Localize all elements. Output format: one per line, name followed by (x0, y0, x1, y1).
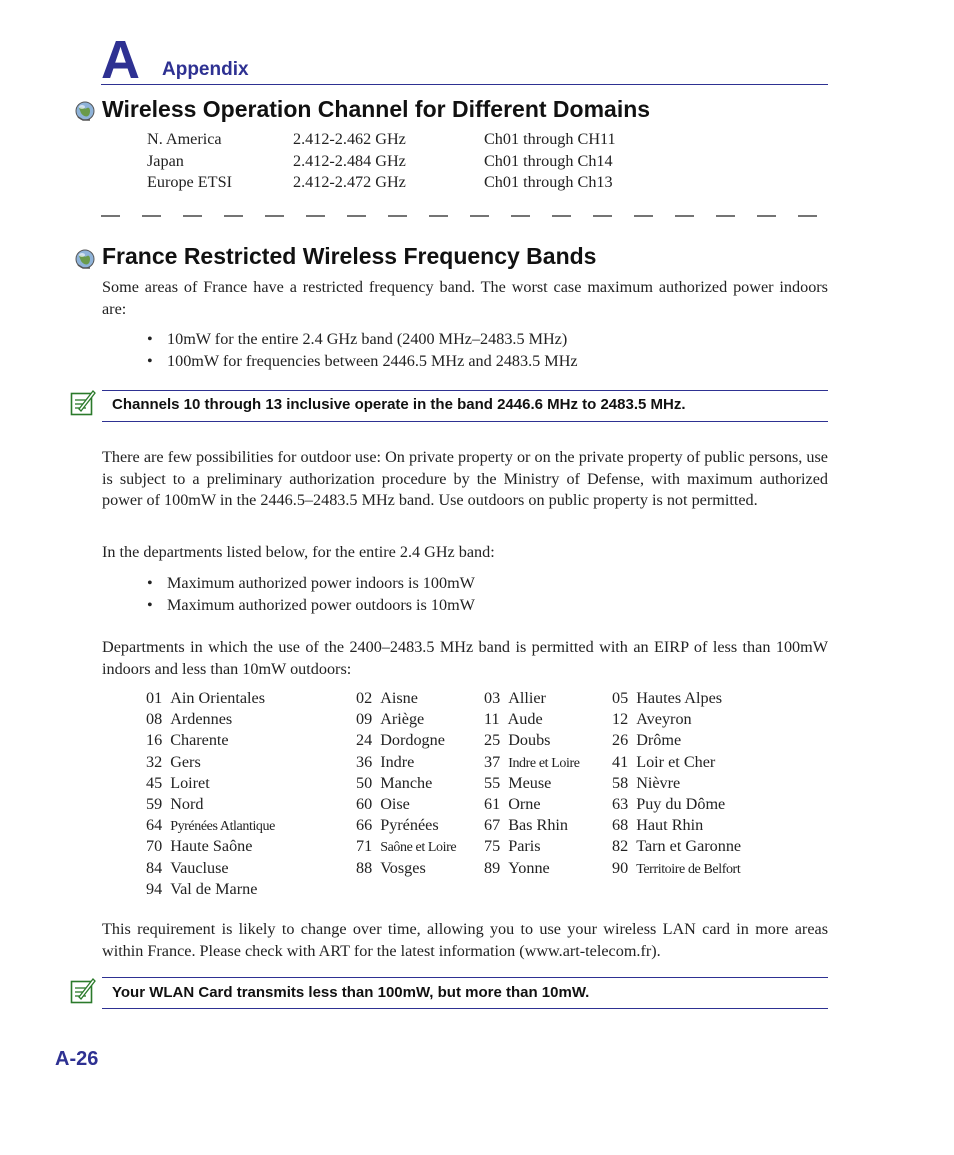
department-name: Vosges (380, 858, 426, 877)
department-cell (356, 774, 432, 793)
department-cell (146, 859, 229, 878)
department-cell (356, 689, 418, 708)
department-number: 24 (356, 731, 373, 750)
department-name: Meuse (508, 773, 552, 792)
department-name: Ain Orientales (170, 689, 266, 707)
department-cell (612, 774, 680, 793)
department-number: 11 (484, 710, 500, 729)
departments-table (146, 689, 828, 901)
department-cell (356, 731, 445, 750)
department-name: Pyrénées Atlantique (170, 819, 275, 835)
department-number: 45 (146, 773, 163, 792)
department-cell (146, 880, 257, 899)
department-cell (484, 816, 568, 835)
department-name: Haut Rhin (636, 816, 704, 835)
department-cell (612, 689, 722, 708)
department-name: Doubs (508, 731, 551, 750)
department-cell (146, 689, 265, 708)
globe-icon (74, 100, 96, 127)
department-cell (484, 795, 541, 814)
department-number: 64 (146, 816, 163, 835)
department-cell (146, 731, 229, 750)
frequency-cell: 2.412-2.462 GHz (293, 130, 406, 148)
note-icon (70, 389, 96, 422)
list-item: • 100mW for frequencies between 2446.5 MHz and 2483.5 MHz (147, 351, 578, 370)
department-number: 61 (484, 795, 501, 813)
department-number: 01 (146, 689, 163, 707)
department-cell (146, 795, 203, 814)
department-cell (484, 689, 546, 708)
department-cell (484, 753, 580, 772)
department-number: 37 (484, 752, 501, 771)
department-number: 12 (612, 710, 629, 729)
department-number: 09 (356, 710, 373, 729)
department-name: Aude (507, 710, 543, 729)
section-title-france: France Restricted Wireless Frequency Bands (102, 243, 597, 269)
department-name: Orne (508, 795, 541, 813)
note-icon (70, 977, 96, 1010)
department-number: 16 (146, 731, 163, 750)
department-name: Oise (380, 795, 410, 813)
department-name: Tarn et Garonne (636, 837, 742, 856)
department-number: 63 (612, 795, 629, 813)
department-cell (356, 795, 410, 814)
note-rule-bottom (102, 421, 828, 422)
page-number: A-26 (55, 1048, 99, 1070)
department-number: 41 (612, 752, 629, 771)
bullet-list (147, 329, 578, 372)
channel-cell: Ch01 through Ch13 (484, 173, 613, 191)
department-name: Val de Marne (170, 879, 258, 898)
department-cell (484, 859, 550, 878)
department-number: 88 (356, 858, 373, 877)
department-number: 90 (612, 858, 629, 877)
note-rule-top (102, 977, 828, 978)
department-cell (612, 816, 703, 835)
department-cell (612, 795, 725, 814)
section-label: Appendix (162, 59, 249, 80)
department-name: Charente (170, 731, 229, 750)
france-intro: Some areas of France have a restricted frequency band. The worst case maximum authorized power indoors are: (102, 278, 828, 318)
frequency-cell: 2.412-2.472 GHz (293, 173, 406, 191)
channel-cell: Ch01 through Ch14 (484, 151, 613, 170)
department-name: Hautes Alpes (636, 689, 723, 707)
department-cell (484, 774, 551, 793)
list-item: • 10mW for the entire 2.4 GHz band (2400 MHz–2483.5 MHz) (147, 330, 568, 348)
department-name: Paris (508, 837, 541, 856)
department-cell (356, 837, 456, 856)
department-cell (146, 753, 201, 772)
channel-cell: Ch01 through CH11 (484, 130, 616, 148)
department-number: 36 (356, 752, 373, 771)
department-number: 05 (612, 689, 629, 707)
department-name: Aveyron (636, 710, 692, 729)
department-cell (356, 753, 414, 772)
department-number: 89 (484, 858, 501, 877)
department-name: Nièvre (636, 773, 681, 792)
department-number: 70 (146, 837, 163, 856)
department-name: Dordogne (380, 731, 445, 750)
department-number: 68 (612, 816, 629, 835)
department-name: Vaucluse (170, 858, 229, 877)
note-rule-bottom (102, 1008, 828, 1009)
department-cell (612, 753, 715, 772)
department-name: Drôme (636, 731, 682, 750)
department-name: Bas Rhin (508, 816, 568, 835)
department-name: Territoire de Belfort (636, 861, 741, 877)
department-name: Allier (508, 689, 546, 707)
department-number: 55 (484, 773, 501, 792)
department-name: Haute Saône (170, 837, 253, 856)
department-name: Saône et Loire (380, 840, 457, 856)
department-number: 58 (612, 773, 629, 792)
region-cell: Europe ETSI (147, 173, 232, 191)
department-number: 60 (356, 795, 373, 813)
department-cell (612, 837, 741, 856)
department-cell (612, 731, 681, 750)
appendix-letter: A (101, 30, 140, 90)
departments-intro: In the departments listed below, for the entire 2.4 GHz band: (102, 543, 495, 561)
department-cell (146, 710, 232, 729)
department-cell (484, 837, 541, 856)
department-cell (612, 710, 692, 729)
department-name: Yonne (508, 858, 550, 877)
dashed-separator (101, 204, 828, 224)
department-name: Ariège (380, 710, 425, 729)
note-rule-top (102, 390, 828, 391)
department-cell (484, 710, 543, 729)
department-name: Loir et Cher (636, 752, 716, 771)
department-cell (146, 816, 275, 835)
department-number: 59 (146, 795, 163, 813)
region-cell: Japan (147, 151, 184, 170)
department-cell (356, 859, 426, 878)
department-number: 02 (356, 689, 373, 707)
department-name: Manche (380, 773, 433, 792)
department-name: Nord (170, 795, 204, 813)
frequency-cell: 2.412-2.484 GHz (293, 151, 406, 170)
department-number: 75 (484, 837, 501, 856)
department-number: 67 (484, 816, 501, 835)
department-number: 32 (146, 752, 163, 771)
department-name: Ardennes (170, 710, 233, 729)
bullet-list (147, 573, 475, 616)
globe-icon (74, 248, 96, 275)
department-number: 08 (146, 710, 163, 729)
eirp-paragraph: Departments in which the use of the 2400–2483.5 MHz band is permitted with an EIRP of less than 100mW indoors and less than 10mW outdoors: (102, 638, 828, 678)
department-number: 66 (356, 816, 373, 835)
department-name: Indre (380, 752, 415, 771)
department-cell (146, 837, 252, 856)
department-name: Aisne (380, 689, 418, 707)
list-item: • Maximum authorized power outdoors is 10mW (147, 595, 475, 614)
note-text: Channels 10 through 13 inclusive operate in the band 2446.6 MHz to 2483.5 MHz. (112, 396, 686, 413)
department-number: 84 (146, 858, 163, 877)
department-number: 82 (612, 837, 629, 856)
department-name: Loiret (170, 773, 210, 792)
department-cell (612, 859, 740, 878)
department-cell (484, 731, 550, 750)
department-number: 71 (356, 837, 373, 856)
department-name: Pyrénées (380, 816, 439, 835)
department-name: Gers (170, 752, 201, 771)
department-number: 94 (146, 879, 163, 898)
header-rule (101, 84, 828, 85)
region-cell: N. America (147, 130, 222, 148)
section-title-wireless: Wireless Operation Channel for Different Domains (102, 96, 651, 122)
outdoor-paragraph: There are few possibilities for outdoor use: On private property or on the private property of public persons, use is subject to a preliminary authorization procedure by the Ministry of Defense, with maximum authorized power of 100mW in the 2446.5–2483.5 MHz band. Use outdoors on public property is not permitted. (102, 448, 828, 509)
department-cell (356, 710, 424, 729)
department-name: Indre et Loire (508, 755, 580, 771)
department-cell (356, 816, 439, 835)
department-cell (146, 774, 210, 793)
note-text: Your WLAN Card transmits less than 100mW, but more than 10mW. (112, 984, 590, 1001)
department-number: 25 (484, 731, 501, 750)
department-number: 03 (484, 689, 501, 707)
department-name: Puy du Dôme (636, 795, 726, 813)
change-paragraph: This requirement is likely to change over time, allowing you to use your wireless LAN card in more areas within France. Please check with ART for the latest information (www.art-telecom.fr). (102, 920, 828, 960)
list-item: • Maximum authorized power indoors is 100mW (147, 574, 475, 592)
department-number: 50 (356, 773, 373, 792)
department-number: 26 (612, 731, 629, 750)
